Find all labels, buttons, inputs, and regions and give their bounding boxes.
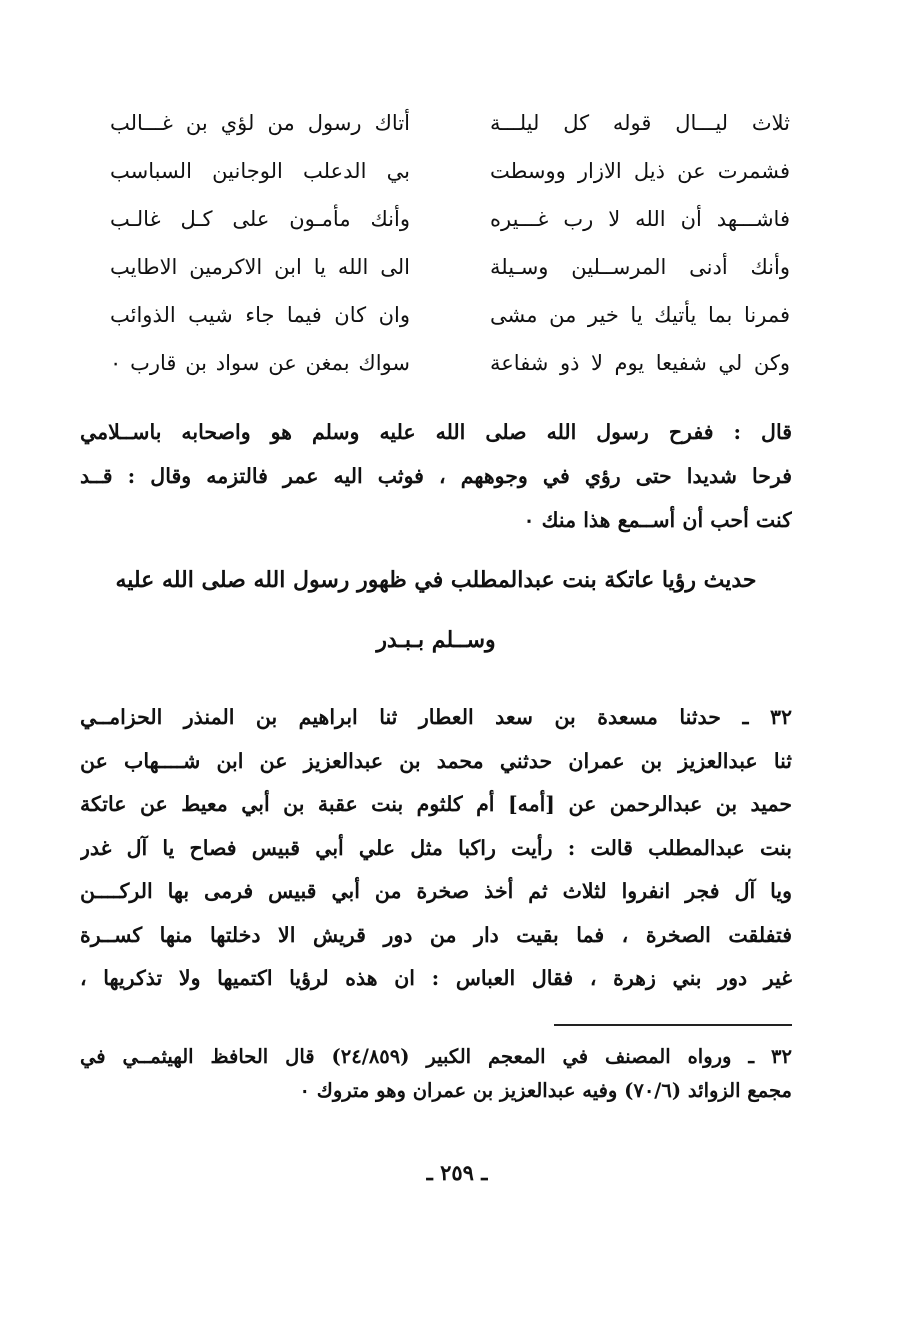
- section-heading: حديث رؤيا عاتكة بنت عبدالمطلب في ظهور رسول الله صلى الله عليه: [115, 567, 757, 593]
- verse-row: [110, 100, 790, 146]
- verse-first-hemistich: فشمرت عن ذيل الازار ووسطت: [490, 159, 790, 183]
- footnote: [80, 1040, 792, 1108]
- verse-second-hemistich: سواك بمغن عن سواد بن قارب ٠: [110, 351, 410, 375]
- verse-second-hemistich: وأنك مأمـون على كـل غالـب: [110, 207, 410, 231]
- verse-first-hemistich: ثلاث ليـــال قوله كل ليلـــة: [490, 111, 790, 135]
- footnote-line: مجمع الزوائد (٧٠/٦) وفيه عبدالعزيز بن عمران وهو متروك ٠: [299, 1079, 792, 1102]
- verse-row: [110, 292, 790, 338]
- hadith-paragraph: [80, 696, 792, 1001]
- verse-row: [110, 196, 790, 242]
- paragraph-line: قال : ففرح رسول الله صلى الله عليه وسلم هو واصحابه باســلامي: [80, 420, 792, 444]
- paragraph-line: فرحا شديدا حتى رؤي في وجوههم ، فوثب اليه عمر فالتزمه وقال : قــد: [80, 464, 792, 488]
- verse-first-hemistich: وأنك أدنى المرســلين وسـيلة: [490, 255, 790, 279]
- verse-row: [110, 244, 790, 290]
- paragraph-line: ويا آل فجر انفروا لثلاث ثم أخذ صخرة من أبي قبيس فرمى بها الركــــن: [80, 879, 792, 903]
- verse-second-hemistich: وان كان فيما جاء شيب الذوائب: [110, 303, 410, 327]
- verse-second-hemistich: أتاك رسول من لؤي بن غـــالب: [110, 111, 410, 135]
- verse-second-hemistich: الى الله يا ابن الاكرمين الاطايب: [110, 255, 410, 279]
- verse-row: [110, 148, 790, 194]
- paragraph-line: كنت أحب أن أســمع هذا منك ٠: [523, 508, 792, 532]
- paragraph-line: حميد بن عبدالرحمن عن [أمه] أم كلثوم بنت عقبة بن أبي معيط عن عاتكة: [80, 792, 792, 816]
- verse-first-hemistich: فاشـــهد أن الله لا رب غـــيره: [490, 207, 790, 231]
- paragraph-line: فتفلقت الصخرة ، فما بقيت دار من دور قريش الا دخلتها منها كســرة: [80, 922, 792, 947]
- paragraph-line: ثنا عبدالعزيز بن عمران حدثني محمد بن عبدالعزيز عن ابن شــــهاب عن: [80, 748, 792, 773]
- verse-first-hemistich: وكن لي شفيعا يوم لا ذو شفاعة: [490, 351, 790, 375]
- verse-first-hemistich: فمرنا بما يأتيك يا خير من مشى: [490, 303, 790, 327]
- paragraph-line: غير دور بني زهرة ، فقال العباس : ان هذه لرؤيا اكتميها ولا تذكريها ،: [80, 966, 792, 990]
- footnote-line: ٣٢ ـ ورواه المصنف في المعجم الكبير (٢٤/٨٥٩) قال الحافظ الهيثمــي في: [80, 1045, 792, 1068]
- poem-verses: [110, 100, 790, 380]
- page-number: ـ ٢٥٩ ـ: [426, 1160, 488, 1185]
- paragraph-line: ٣٢ ـ حدثنا مسعدة بن سعد العطار ثنا ابراهيم بن المنذر الحزامــي: [80, 705, 792, 729]
- paragraph-line: بنت عبدالمطلب قالت : رأيت راكبا مثل علي أبي قبيس فصاح يا آل غدر: [80, 835, 792, 860]
- section-heading-continued: وســلم بـبـدر: [376, 627, 496, 653]
- verse-row: [110, 340, 790, 386]
- verse-second-hemistich: بي الدعلب الوجانين السباسب: [110, 159, 410, 183]
- narration-paragraph: [80, 410, 792, 542]
- footnote-divider: [554, 1024, 792, 1026]
